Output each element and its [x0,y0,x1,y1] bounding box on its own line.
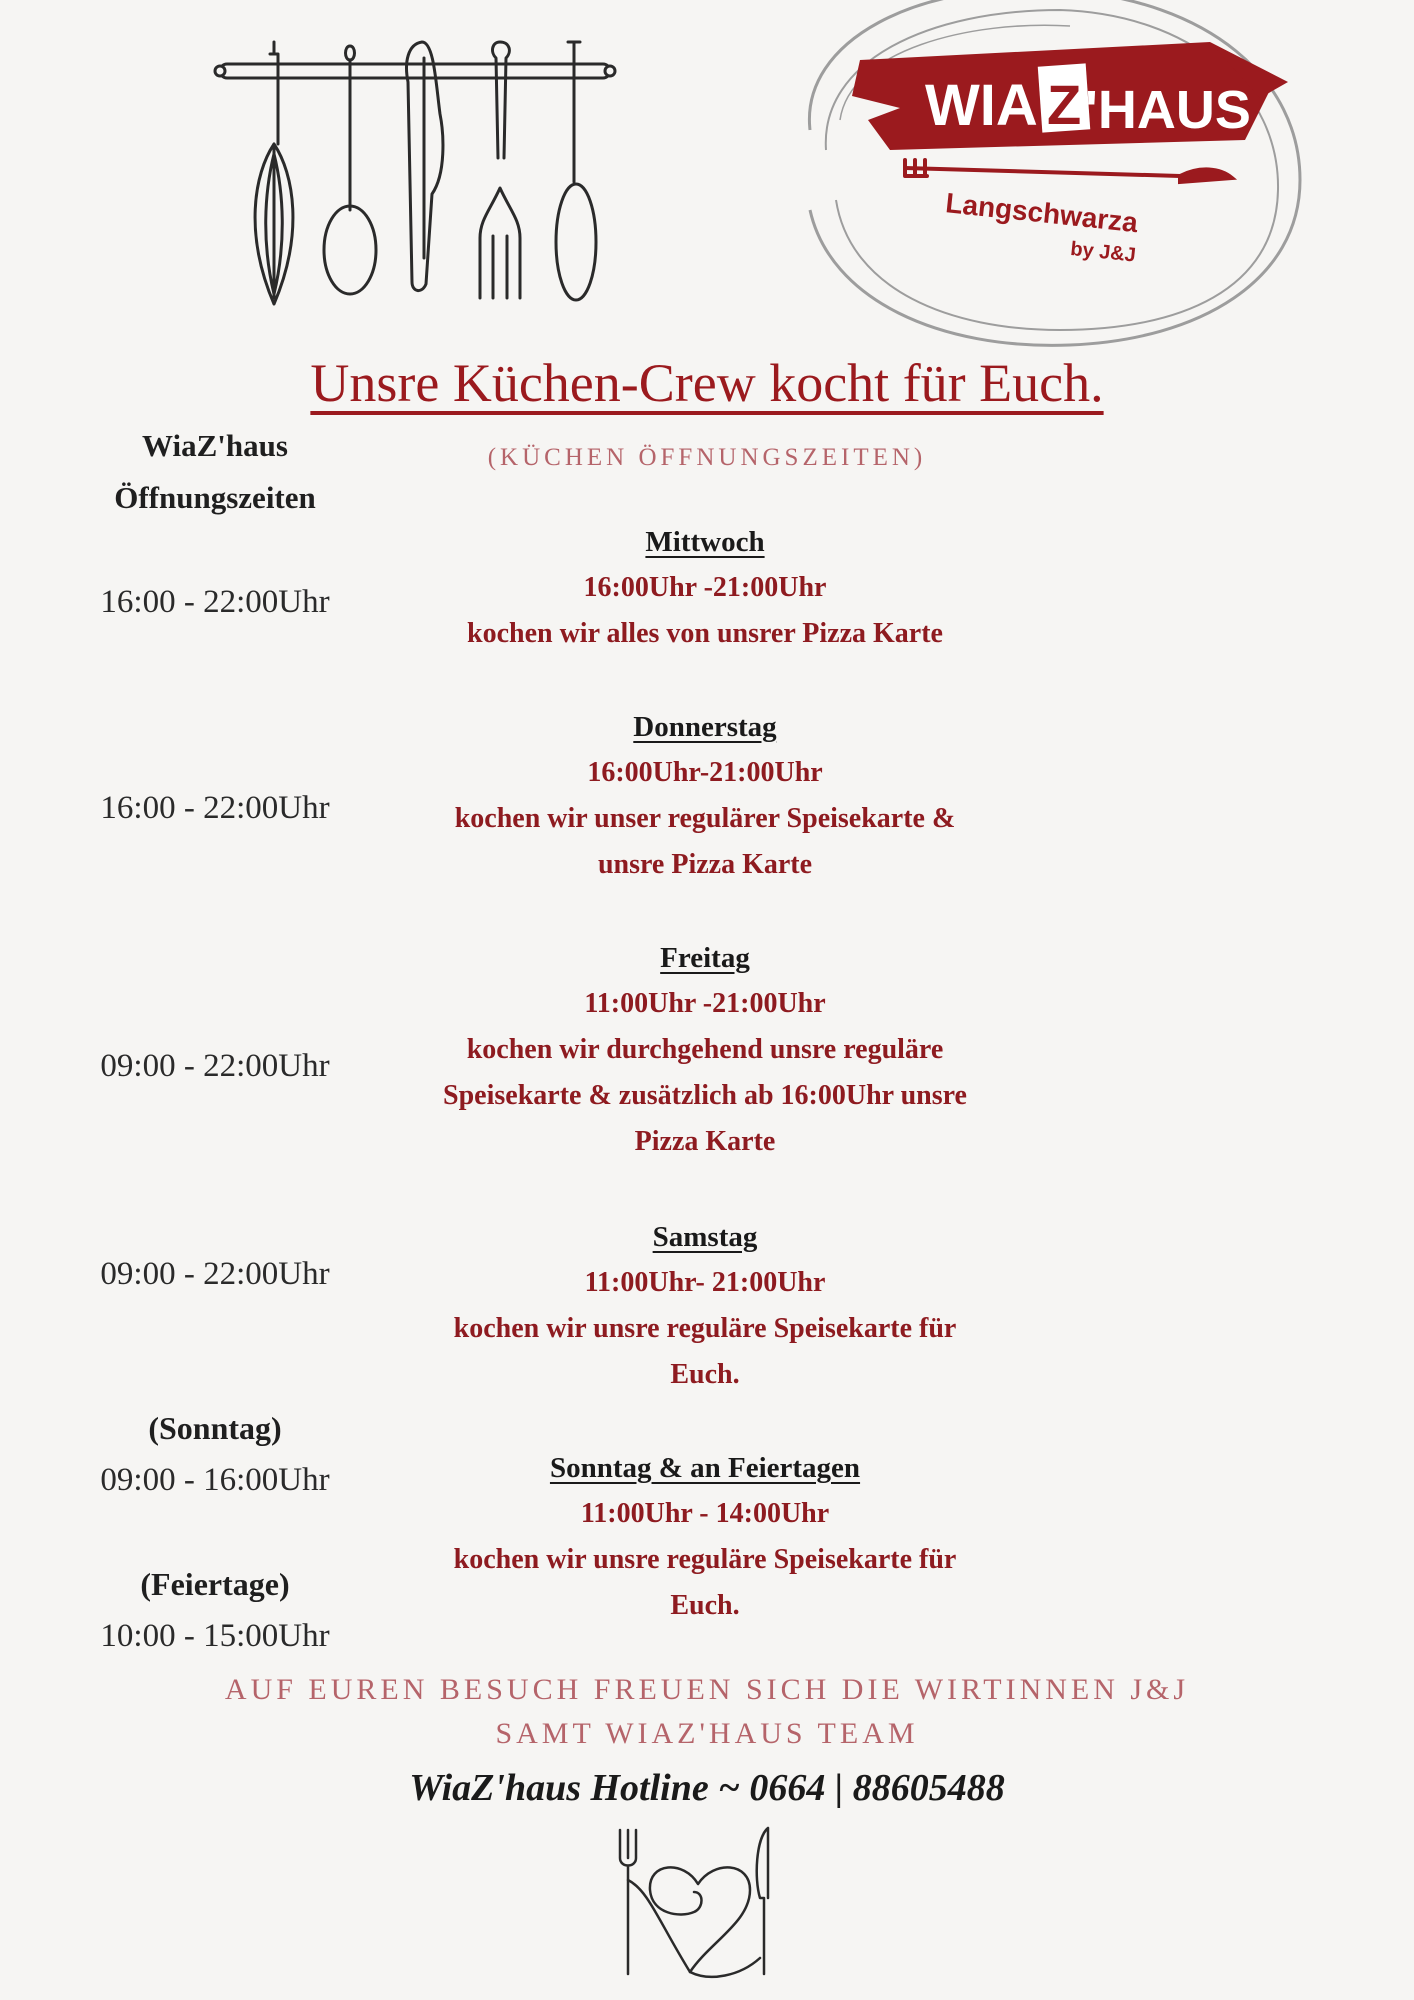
kitchen-desc: Euch. [670,1590,740,1621]
kitchen-desc: kochen wir unser regulärer Speisekarte & [454,803,956,834]
opening-time-holidays: 10:00 - 15:00Uhr [100,1618,330,1654]
kitchen-hours: 11:00Uhr- 21:00Uhr [584,1267,826,1298]
kitchen-block-friday [390,935,1020,1165]
opening-time-thursday: 16:00 - 22:00Uhr [100,790,330,826]
opening-time-saturday: 09:00 - 22:00Uhr [100,1256,330,1292]
kitchen-desc: Speisekarte & zusätzlich ab 16:00Uhr unsre [443,1080,967,1111]
kitchen-desc: kochen wir unsre reguläre Speisekarte für [453,1313,957,1344]
logo-brand-wia: WIA [925,73,1038,138]
opening-time-sunday: 09:00 - 16:00Uhr [100,1462,330,1498]
opening-hours-title-line1: WiaZ'haus [142,428,288,463]
footer-greeting-line2: SAMT WIAZ'HAUS TEAM [495,1717,919,1750]
kitchen-desc: Euch. [670,1359,740,1390]
logo-byline: by J&J [1069,237,1137,267]
kitchen-hours: 16:00Uhr-21:00Uhr [587,757,823,788]
heart-cutlery-icon [600,1820,790,1980]
opening-hours-title-line2: Öffnungszeiten [114,480,316,515]
hotline-text: WiaZ'haus Hotline ~ 0664 | 88605488 [409,1767,1005,1809]
kitchen-day: Freitag [660,942,750,974]
kitchen-desc: kochen wir durchgehend unsre reguläre [466,1034,944,1065]
kitchen-day: Sonntag & an Feiertagen [549,1452,861,1484]
footer-greeting [0,1668,1414,1756]
wiazhaus-logo [740,0,1340,360]
kitchen-hours: 16:00Uhr -21:00Uhr [583,572,827,603]
opening-label-sunday: (Sonntag) [148,1410,282,1446]
logo-location: Langschwarza [944,187,1140,239]
logo-brand-haus: 'HAUS [1085,80,1251,140]
page-title: Unsre Küchen-Crew kocht für Euch. [310,353,1104,413]
opening-label-holidays: (Feiertage) [140,1566,290,1602]
kitchen-hours: 11:00Uhr -21:00Uhr [584,988,826,1019]
kitchen-day: Mittwoch [645,526,765,558]
kitchen-desc: unsre Pizza Karte [597,849,813,880]
opening-time-friday: 09:00 - 22:00Uhr [100,1048,330,1084]
logo-brand-z: Z [1047,73,1082,136]
kitchen-day: Donnerstag [633,711,777,743]
hanging-utensils-illustration [210,28,620,308]
kitchen-desc: kochen wir unsre reguläre Speisekarte für [453,1544,957,1575]
kitchen-block-sunday-holidays [390,1445,1020,1629]
kitchen-hours: 11:00Uhr - 14:00Uhr [580,1498,830,1529]
kitchen-block-saturday [390,1214,1020,1398]
kitchen-block-wednesday [390,519,1020,657]
kitchen-desc: Pizza Karte [634,1126,776,1157]
kitchen-block-thursday [390,704,1020,888]
kitchen-day: Samstag [652,1221,758,1253]
kitchen-desc: kochen wir alles von unsrer Pizza Karte [467,618,943,649]
page-subtitle: (KÜCHEN ÖFFNUNGSZEITEN) [487,444,927,471]
opening-time-wednesday: 16:00 - 22:00Uhr [100,584,330,620]
footer-greeting-line1: AUF EUREN BESUCH FREUEN SICH DIE WIRTINNEN J&J [224,1673,1190,1706]
